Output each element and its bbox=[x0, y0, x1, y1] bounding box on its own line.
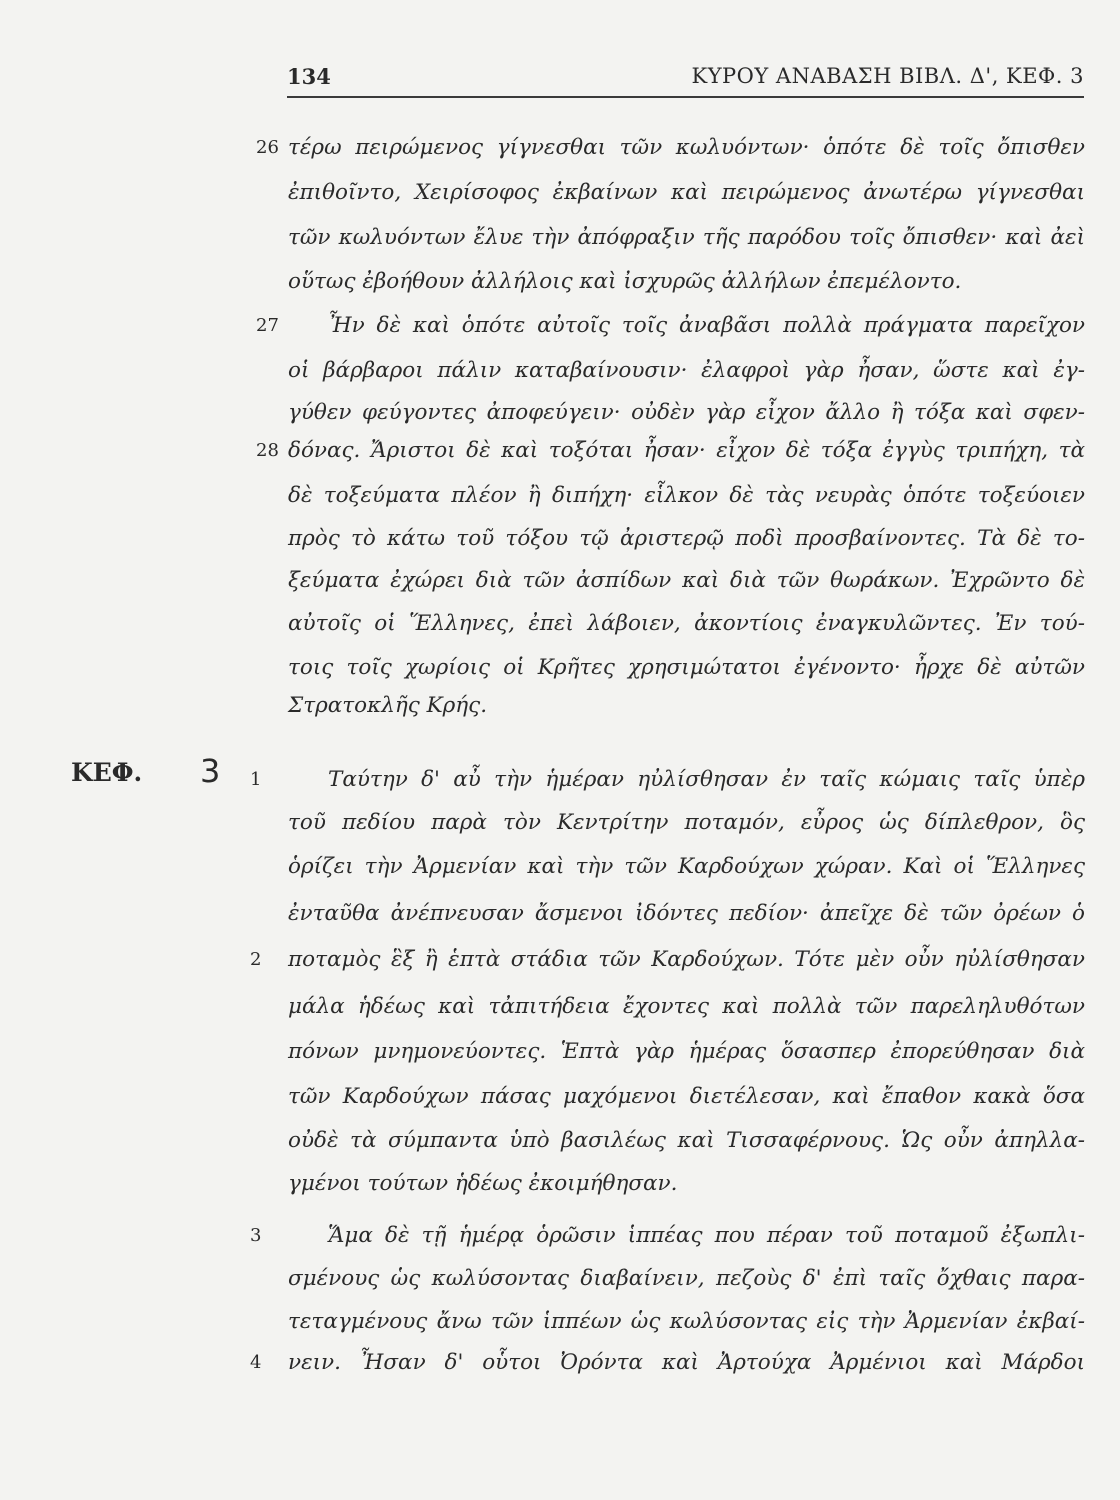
section-number-2: 2 bbox=[250, 949, 262, 970]
text-line: σμένους ὡς κωλύσοντας διαβαίνειν, πεζοὺς δ' ἐπὶ ταῖς ὄχθαις παρα- bbox=[288, 1266, 1085, 1291]
text-line: τῶν Καρδούχων πάσας μαχόμενοι διετέλεσαν, καὶ ἔπαθον κακὰ ὅσα bbox=[288, 1084, 1085, 1109]
page-header bbox=[287, 60, 1084, 98]
text-line: τέρω πειρώμενος γίγνεσθαι τῶν κωλυόντων· ὁπότε δὲ τοῖς ὄπισθεν bbox=[288, 135, 1085, 160]
text-line: οὐδὲ τὰ σύμπαντα ὑπὸ βασιλέως καὶ Τισσαφέρνους. Ὡς οὖν ἀπηλλα- bbox=[288, 1128, 1085, 1153]
text-line: οὕτως ἐβοήθουν ἀλλήλοις καὶ ἰσχυρῶς ἀλλήλων ἐπεμέλοντο. bbox=[288, 269, 962, 294]
text-line: ποταμὸς ἓξ ἢ ἑπτὰ στάδια τῶν Καρδούχων. Τότε μὲν οὖν ηὐλίσθησαν bbox=[288, 947, 1085, 972]
text-line: τοῦ πεδίου παρὰ τὸν Κεντρίτην ποταμόν, εὖρος ὡς δίπλεθρον, ὃς bbox=[288, 810, 1085, 835]
text-line: ὁρίζει τὴν Ἀρμενίαν καὶ τὴν τῶν Καρδούχων χώραν. Καὶ οἱ Ἕλληνες bbox=[288, 854, 1085, 879]
chapter-label: ΚΕΦ. bbox=[71, 758, 143, 787]
text-line: οἱ βάρβαροι πάλιν καταβαίνουσιν· ἐλαφροὶ γὰρ ἦσαν, ὥστε καὶ ἐγ- bbox=[288, 358, 1085, 383]
text-line: δόνας. Ἄριστοι δὲ καὶ τοξόται ἦσαν· εἶχον δὲ τόξα ἐγγὺς τριπήχη, τὰ bbox=[288, 438, 1085, 463]
text-line: γμένοι τούτων ἡδέως ἐκοιμήθησαν. bbox=[288, 1171, 678, 1196]
section-number-26: 26 bbox=[256, 137, 279, 158]
section-number-27: 27 bbox=[256, 315, 279, 336]
text-line: ἐπιθοῖντο, Χειρίσοφος ἐκβαίνων καὶ πειρώμενος ἀνωτέρω γίγνεσθαι bbox=[288, 180, 1085, 205]
text-line: ξεύματα ἐχώρει διὰ τῶν ἀσπίδων καὶ διὰ τῶν θωράκων. Ἐχρῶντο δὲ bbox=[288, 568, 1085, 593]
text-line: Ἦν δὲ καὶ ὁπότε αὐτοῖς τοῖς ἀναβᾶσι πολλὰ πράγματα παρεῖχον bbox=[328, 313, 1085, 338]
text-line: τῶν κωλυόντων ἔλυε τὴν ἀπόφραξιν τῆς παρόδου τοῖς ὄπισθεν· καὶ ἀεὶ bbox=[288, 225, 1085, 250]
section-number-4: 4 bbox=[250, 1352, 262, 1373]
chapter-number: 3 bbox=[200, 752, 221, 790]
text-line: Στρατοκλῆς Κρής. bbox=[288, 693, 488, 718]
text-line: μάλα ἡδέως καὶ τἀπιτήδεια ἔχοντες καὶ πολλὰ τῶν παρεληλυθότων bbox=[288, 994, 1085, 1019]
section-number-1: 1 bbox=[250, 769, 262, 790]
text-line: τεταγμένους ἄνω τῶν ἱππέων ὡς κωλύσοντας εἰς τὴν Ἀρμενίαν ἐκβαί- bbox=[288, 1309, 1085, 1334]
text-line: ἐνταῦθα ἀνέπνευσαν ἄσμενοι ἰδόντες πεδίον· ἀπεῖχε δὲ τῶν ὀρέων ὁ bbox=[288, 901, 1085, 926]
text-line: πρὸς τὸ κάτω τοῦ τόξου τῷ ἀριστερῷ ποδὶ προσβαίνοντες. Τὰ δὲ το- bbox=[288, 526, 1085, 551]
running-head: ΚΥΡΟΥ ΑΝΑΒΑΣΗ ΒΙΒΛ. Δ', ΚΕΦ. 3 bbox=[691, 64, 1084, 88]
section-number-3: 3 bbox=[250, 1225, 262, 1246]
text-line: Ταύτην δ' αὖ τὴν ἡμέραν ηὐλίσθησαν ἐν ταῖς κώμαις ταῖς ὑπὲρ bbox=[328, 767, 1085, 792]
text-line: τοις τοῖς χωρίοις οἱ Κρῆτες χρησιμώτατοι ἐγένοντο· ἦρχε δὲ αὐτῶν bbox=[288, 655, 1085, 680]
text-line: αὐτοῖς οἱ Ἕλληνες, ἐπεὶ λάβοιεν, ἀκοντίοις ἐναγκυλῶντες. Ἐν τού- bbox=[288, 611, 1085, 636]
page-number: 134 bbox=[287, 64, 331, 89]
text-line: γύθεν φεύγοντες ἀποφεύγειν· οὐδὲν γὰρ εἶχον ἄλλο ἢ τόξα καὶ σφεν- bbox=[288, 400, 1085, 425]
text-line: δὲ τοξεύματα πλέον ἢ διπήχη· εἷλκον δὲ τὰς νευρὰς ὁπότε τοξεύοιεν bbox=[288, 483, 1085, 508]
section-number-28: 28 bbox=[256, 440, 279, 461]
text-line: νειν. Ἦσαν δ' οὗτοι Ὀρόντα καὶ Ἀρτούχα Ἀρμένιοι καὶ Μάρδοι bbox=[288, 1350, 1085, 1375]
text-line: πόνων μνημονεύοντες. Ἑπτὰ γὰρ ἡμέρας ὅσασπερ ἐπορεύθησαν διὰ bbox=[288, 1039, 1085, 1064]
text-line: Ἅμα δὲ τῇ ἡμέρᾳ ὁρῶσιν ἱππέας που πέραν τοῦ ποταμοῦ ἐξωπλι- bbox=[328, 1223, 1085, 1248]
